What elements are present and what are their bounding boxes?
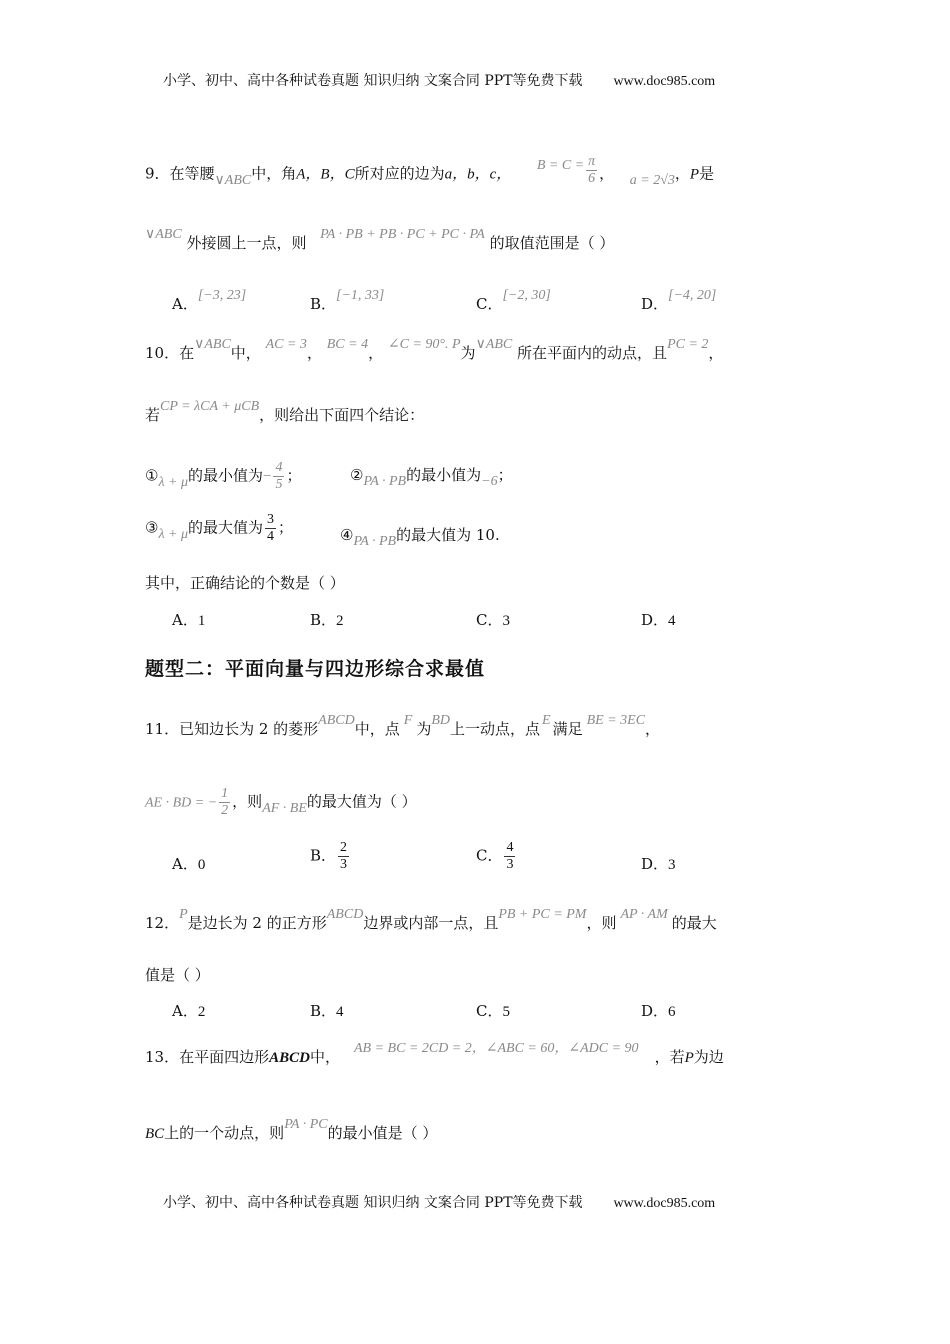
question-11-line-2 [145,786,417,819]
q9-text: 所对应的边为 [354,164,445,183]
q10-bc: BC = 4 [326,337,369,352]
q10-c1-fraction [273,460,284,493]
q10-conclusion-3 [145,512,293,545]
q13-expression: PA · PC [284,1117,328,1132]
q10-conclusion-1 [145,460,302,493]
q12-option-a[interactable] [172,1000,205,1021]
q10-c4-expression: PA · PB [353,534,397,549]
q10-c1-text: 的最小值为 [188,466,264,485]
q12-text: 是边长为 2 的正方形 [187,914,327,932]
q11-half [219,786,230,819]
q10-text: ，则给出下面四个结论： [259,406,425,424]
q9-comma: ， [599,164,615,183]
q10-angle: ∠C = 90°. P [387,337,461,352]
q12-abcd: ABCD [326,907,364,922]
numerator: 3 [265,512,276,529]
q9-triangle: ∨ABC [214,172,252,188]
question-12-line-1 [145,907,717,933]
footer-text: 小学、初中、高中各种试卷真题 知识归纳 文案合同 PPT等免费下载 [163,1195,583,1211]
option-value: [−1, 33] [336,288,385,303]
option-value: 5 [502,1004,510,1020]
q10-option-c[interactable] [476,609,510,630]
q13-abcd: ABCD [269,1050,310,1066]
header-site: www.doc985.com [613,74,716,89]
option-label: D． [641,611,669,629]
q9-pi: π [586,154,597,171]
q13-text: 为边 [693,1048,724,1066]
q10-text: 中， [230,344,261,362]
q11-option-b[interactable] [310,840,351,873]
q11-ae-condition: AE · BD = − [145,795,218,811]
option-label: C． [476,611,503,629]
q11-option-c[interactable] [476,840,517,873]
q9-option-b[interactable] [310,288,385,314]
q9-sides: a，b，c， [444,166,512,183]
q12-condition: PB + PC = PM [498,907,587,922]
option-value: 2 [336,613,344,629]
q10-c3-expression: λ + μ [158,526,188,542]
option-label: C． [476,295,503,313]
numerator: 4 [273,460,284,477]
q10-text: 若 [145,406,161,424]
q9-option-c[interactable] [476,288,551,314]
option-label: D． [641,1002,669,1020]
q9-text: 的取值范围是（ ） [489,234,615,252]
header-text: 小学、初中、高中各种试卷真题 知识归纳 文案合同 PPT等免费下载 [163,73,583,89]
option-value: 0 [197,857,206,873]
q9-option-d[interactable] [641,288,717,314]
denominator: 2 [221,803,229,819]
denominator: 3 [506,857,514,873]
option-label: B． [310,1002,337,1020]
q9-option-a[interactable] [172,288,247,314]
q9-expression: PA · PB + PB · PC + PC · PA [320,227,485,242]
q12-text: 的最大 [671,914,717,932]
q10-c2-value: −6 [481,474,498,489]
q11-be-condition: BE = 3EC [586,713,646,728]
denominator: 4 [267,529,275,545]
q12-text: ，则 [586,914,617,932]
q10-option-b[interactable] [310,609,344,630]
numerator: 4 [504,840,515,857]
q10-text: 所在平面内的动点，且 [517,344,668,362]
option-label: D． [641,295,669,313]
numerator: 2 [338,840,349,857]
option-value: [−3, 23] [197,288,247,303]
question-11-line-1 [145,713,661,739]
q11-text: 的最大值为（ ） [306,792,417,811]
q12-number: 12． [145,914,180,932]
q10-c1-expression: λ + μ [158,474,188,490]
q10-c1-end: ； [286,466,302,485]
q9-text: ， [674,164,690,183]
q12-point-p: P [179,907,188,922]
q11-text: 中，点 [354,720,400,738]
denominator: 3 [340,857,348,873]
q11-option-d[interactable] [641,853,676,874]
q9-point-p: P [689,166,700,183]
q10-ask: 其中，正确结论的个数是（ ） [145,574,345,592]
option-value: 2 [197,1004,206,1020]
question-13-line-1 [145,1041,724,1067]
option-label: B． [310,846,337,865]
q11-text: 满足 [552,720,583,738]
option-label: A． [172,295,198,313]
page-footer [163,1192,715,1212]
q10-c3-fraction [265,512,276,545]
option-label: A． [172,611,198,629]
option-label: C． [476,846,503,865]
q10-cp-expression: CP = λCA + μCB [160,399,260,414]
question-10-line-1 [145,337,724,363]
q10-c1-marker: ① [145,466,159,485]
q10-pc: PC = 2 [667,337,709,352]
q9-text: 是 [699,164,715,183]
q11-option-a[interactable] [172,853,205,874]
q11-point-e: E [542,713,551,728]
q13-text: ，若 [654,1048,685,1066]
q10-triangle: ∨ABC [194,337,231,352]
option-label: A． [172,855,198,873]
q13-condition: AB = BC = 2CD = 2，∠ABC = 60，∠ADC = 90 [353,1041,639,1056]
option-label: B． [310,295,337,313]
q13-text: 的最小值是（ ） [327,1124,438,1142]
option-label: B． [310,611,337,629]
q10-option-d[interactable] [641,609,676,630]
q10-option-a[interactable] [172,609,205,630]
question-12-line-2: 值是（ ） [145,966,210,984]
q10-c4-marker: ④ [340,526,354,544]
q10-triangle-2: ∨ABC [475,337,513,352]
q11-bd: BD [431,713,450,728]
option-label: C． [476,1002,503,1020]
q13-bc: BC [145,1126,165,1142]
option-value: 4 [668,613,676,629]
q10-c3-marker: ③ [145,518,159,537]
q9-number: 9．在等腰 [145,164,215,183]
q10-c3-end: ； [278,518,294,537]
q12-option-d[interactable] [641,1000,676,1021]
option-label: A． [172,1002,198,1020]
q12-option-c[interactable] [476,1000,510,1021]
denominator: 5 [275,477,283,493]
q9-condition-angles: B = C = [536,157,585,173]
q10-c3-text: 的最大值为 [188,518,264,537]
q11-comma: ， [645,720,661,738]
option-fraction [338,840,349,873]
q9-angles: A，B，C [296,166,355,183]
q11-text: 上一动点，点 [450,720,541,738]
q11-af-expression: AF · BE [262,800,307,816]
option-value: 3 [502,613,510,629]
q11-abcd: ABCD [318,713,355,728]
q10-ac: AC = 3 [265,337,307,352]
q10-c2-marker: ② [350,466,364,484]
option-value: [−4, 20] [668,288,717,303]
q10-c2-end: ； [497,466,513,484]
q13-number: 13．在平面四边形 [145,1048,270,1066]
q12-ap-expression: AP · AM [620,907,668,922]
q10-c2-text: 的最小值为 [406,466,482,484]
q9-six: 6 [588,171,596,187]
q10-text: 为 [460,344,476,362]
q13-point-p: P [684,1050,694,1066]
option-value: 3 [668,857,676,873]
q12-option-b[interactable] [310,1000,344,1021]
option-value: 6 [668,1004,676,1020]
footer-site: www.doc985.com [613,1196,716,1211]
q11-text: ，则 [232,792,263,811]
q10-comma: ， [368,344,384,362]
q11-number: 11．已知边长为 2 的菱形 [145,720,319,738]
question-9-line-2 [145,227,615,253]
question-13-line-2 [145,1117,438,1143]
q9-triangle-2: ∨ABC [145,227,182,242]
section-title: 题型二：平面向量与四边形综合求最值 [145,658,486,680]
q10-c4-text: 的最大值为 10. [396,526,500,544]
q12-text: 边界或内部一点，且 [363,914,499,932]
option-fraction [504,840,515,873]
q9-condition-a: a = 2√3 [629,172,675,188]
numerator: 1 [219,786,230,803]
q13-text: 中， [309,1048,340,1066]
q13-text: 上的一个动点，则 [164,1124,285,1142]
question-10-line-2 [145,399,425,425]
page-header [163,70,715,90]
question-9-line-1 [145,154,715,191]
q10-comma: ， [708,344,724,362]
q10-conclusion-4 [340,524,500,549]
q11-point-f: F [403,713,413,728]
q9-text: 中，角 [251,164,297,183]
q10-comma: ， [306,344,322,362]
q11-text: 为 [416,720,432,738]
q10-number: 10．在 [145,344,195,362]
option-value: [−2, 30] [502,288,551,303]
q10-c2-expression: PA · PB [363,474,407,489]
option-value: 4 [336,1004,344,1020]
option-value: 1 [197,613,206,629]
q9-text: 外接圆上一点，则 [186,234,307,252]
q9-pi-over-6 [586,154,597,187]
q10-c1-minus: − [263,468,272,485]
q10-conclusion-2 [350,464,513,489]
option-label: D． [641,855,669,873]
